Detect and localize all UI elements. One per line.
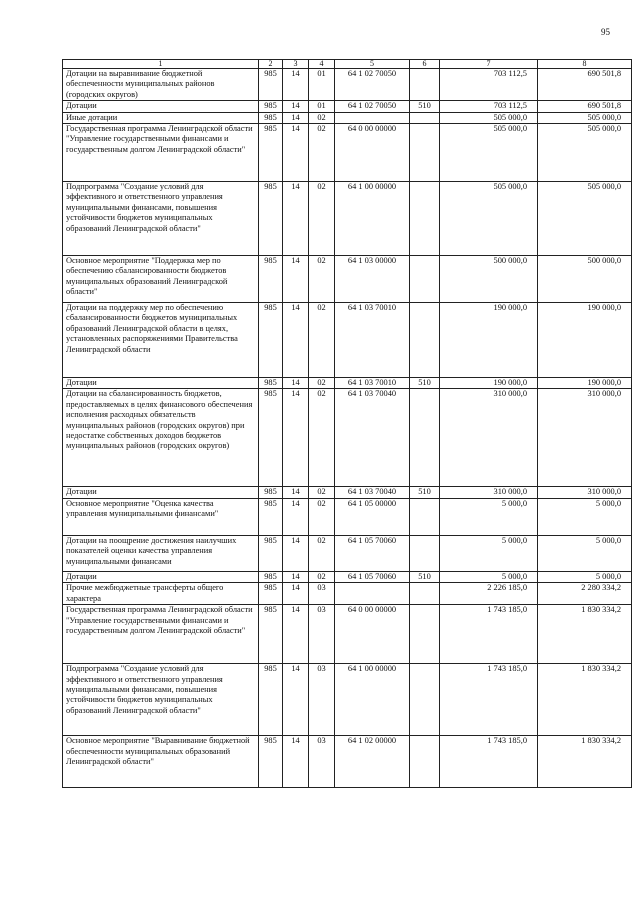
row-ministry-code: 985 bbox=[259, 101, 283, 112]
table-row bbox=[63, 498, 632, 535]
row-target-article: 64 1 02 00000 bbox=[335, 736, 410, 788]
table-row bbox=[63, 256, 632, 303]
row-ministry-code: 985 bbox=[259, 498, 283, 535]
row-amount-2: 505 000,0 bbox=[538, 182, 632, 256]
row-name: Дотации bbox=[63, 487, 259, 498]
row-amount-1: 500 000,0 bbox=[440, 256, 538, 303]
row-amount-1: 1 743 185,0 bbox=[440, 664, 538, 736]
table-row bbox=[63, 303, 632, 378]
row-name: Дотации на поощрение достижения наилучших показателей оценки качества управления муниципальными финансами bbox=[63, 535, 259, 571]
header-col-1: 1 bbox=[63, 60, 259, 69]
row-expense-type bbox=[410, 182, 440, 256]
row-section-code: 14 bbox=[283, 378, 309, 389]
row-amount-2: 505 000,0 bbox=[538, 124, 632, 182]
row-name: Дотации на выравнивание бюджетной обеспеченности муниципальных районов (городских округов) bbox=[63, 69, 259, 101]
row-target-article bbox=[335, 112, 410, 123]
row-expense-type: 510 bbox=[410, 571, 440, 582]
row-expense-type bbox=[410, 303, 440, 378]
header-col-8: 8 bbox=[538, 60, 632, 69]
row-amount-1: 2 226 185,0 bbox=[440, 583, 538, 605]
row-subsection-code: 03 bbox=[309, 605, 335, 664]
row-amount-1: 5 000,0 bbox=[440, 498, 538, 535]
row-section-code: 14 bbox=[283, 303, 309, 378]
row-amount-1: 1 743 185,0 bbox=[440, 736, 538, 788]
row-amount-2: 2 280 334,2 bbox=[538, 583, 632, 605]
row-subsection-code: 02 bbox=[309, 303, 335, 378]
row-ministry-code: 985 bbox=[259, 303, 283, 378]
table-row bbox=[63, 605, 632, 664]
row-amount-1: 5 000,0 bbox=[440, 535, 538, 571]
row-expense-type bbox=[410, 498, 440, 535]
row-expense-type bbox=[410, 124, 440, 182]
row-amount-2: 5 000,0 bbox=[538, 498, 632, 535]
row-subsection-code: 02 bbox=[309, 571, 335, 582]
row-section-code: 14 bbox=[283, 664, 309, 736]
row-name: Основное мероприятие "Поддержка мер по обеспечению сбалансированности бюджетов муниципальных образований Ленинградской области" bbox=[63, 256, 259, 303]
row-ministry-code: 985 bbox=[259, 664, 283, 736]
row-target-article: 64 1 02 70050 bbox=[335, 101, 410, 112]
row-ministry-code: 985 bbox=[259, 571, 283, 582]
row-name: Дотации на поддержку мер по обеспечению сбалансированности бюджетов муниципальных образований Ленинградской области в целях, установленных распоряжениями Правительства Ленинградской области bbox=[63, 303, 259, 378]
header-col-7: 7 bbox=[440, 60, 538, 69]
row-section-code: 14 bbox=[283, 389, 309, 487]
row-amount-2: 1 830 334,2 bbox=[538, 664, 632, 736]
row-name: Подпрограмма "Создание условий для эффективного и ответственного управления муниципальными финансами, повышения устойчивости бюджетов муниципальных образований Ленинградской области" bbox=[63, 182, 259, 256]
row-amount-2: 505 000,0 bbox=[538, 112, 632, 123]
row-ministry-code: 985 bbox=[259, 256, 283, 303]
row-subsection-code: 01 bbox=[309, 69, 335, 101]
row-amount-1: 703 112,5 bbox=[440, 101, 538, 112]
row-subsection-code: 03 bbox=[309, 736, 335, 788]
row-amount-1: 505 000,0 bbox=[440, 182, 538, 256]
row-amount-1: 310 000,0 bbox=[440, 487, 538, 498]
row-amount-2: 310 000,0 bbox=[538, 389, 632, 487]
row-amount-1: 310 000,0 bbox=[440, 389, 538, 487]
row-amount-2: 1 830 334,2 bbox=[538, 736, 632, 788]
row-subsection-code: 03 bbox=[309, 664, 335, 736]
header-col-2: 2 bbox=[259, 60, 283, 69]
row-subsection-code: 02 bbox=[309, 182, 335, 256]
row-target-article: 64 1 03 70040 bbox=[335, 389, 410, 487]
row-section-code: 14 bbox=[283, 182, 309, 256]
row-name: Основное мероприятие "Оценка качества управления муниципальными финансами" bbox=[63, 498, 259, 535]
row-expense-type bbox=[410, 535, 440, 571]
row-subsection-code: 02 bbox=[309, 487, 335, 498]
row-amount-2: 500 000,0 bbox=[538, 256, 632, 303]
row-section-code: 14 bbox=[283, 498, 309, 535]
row-subsection-code: 02 bbox=[309, 112, 335, 123]
row-amount-1: 505 000,0 bbox=[440, 112, 538, 123]
row-ministry-code: 985 bbox=[259, 112, 283, 123]
table-row bbox=[63, 664, 632, 736]
row-expense-type bbox=[410, 69, 440, 101]
row-amount-1: 5 000,0 bbox=[440, 571, 538, 582]
row-name: Дотации bbox=[63, 571, 259, 582]
row-target-article bbox=[335, 583, 410, 605]
table-row bbox=[63, 389, 632, 487]
row-expense-type bbox=[410, 736, 440, 788]
header-col-3: 3 bbox=[283, 60, 309, 69]
row-expense-type bbox=[410, 583, 440, 605]
row-target-article: 64 1 03 00000 bbox=[335, 256, 410, 303]
row-subsection-code: 02 bbox=[309, 498, 335, 535]
row-expense-type bbox=[410, 112, 440, 123]
row-name: Государственная программа Ленинградской области "Управление государственными финансами и государственным долгом Ленинградской области" bbox=[63, 605, 259, 664]
row-subsection-code: 02 bbox=[309, 256, 335, 303]
row-amount-2: 1 830 334,2 bbox=[538, 605, 632, 664]
row-amount-2: 190 000,0 bbox=[538, 378, 632, 389]
table-row bbox=[63, 69, 632, 101]
row-amount-1: 190 000,0 bbox=[440, 378, 538, 389]
row-target-article: 64 0 00 00000 bbox=[335, 124, 410, 182]
row-subsection-code: 02 bbox=[309, 535, 335, 571]
row-target-article: 64 1 05 00000 bbox=[335, 498, 410, 535]
row-amount-2: 690 501,8 bbox=[538, 69, 632, 101]
row-expense-type bbox=[410, 664, 440, 736]
row-section-code: 14 bbox=[283, 605, 309, 664]
table-row bbox=[63, 101, 632, 112]
row-section-code: 14 bbox=[283, 535, 309, 571]
budget-table bbox=[62, 59, 632, 788]
table-row bbox=[63, 583, 632, 605]
row-target-article: 64 1 05 70060 bbox=[335, 535, 410, 571]
row-amount-1: 190 000,0 bbox=[440, 303, 538, 378]
row-amount-1: 505 000,0 bbox=[440, 124, 538, 182]
row-name: Прочие межбюджетные трансферты общего характера bbox=[63, 583, 259, 605]
row-name: Иные дотации bbox=[63, 112, 259, 123]
row-ministry-code: 985 bbox=[259, 182, 283, 256]
row-amount-2: 310 000,0 bbox=[538, 487, 632, 498]
row-amount-2: 5 000,0 bbox=[538, 571, 632, 582]
table-row bbox=[63, 736, 632, 788]
row-target-article: 64 1 03 70040 bbox=[335, 487, 410, 498]
row-subsection-code: 02 bbox=[309, 124, 335, 182]
row-subsection-code: 03 bbox=[309, 583, 335, 605]
row-subsection-code: 02 bbox=[309, 389, 335, 487]
row-name: Дотации на сбалансированность бюджетов, предоставляемых в целях финансового обеспечения исполнения расходных обязательств муниципальных районов (городских округов) при недостатке собственных доходов бюджетов муниципальных районов (городских округов) bbox=[63, 389, 259, 487]
table-row bbox=[63, 487, 632, 498]
table-row bbox=[63, 112, 632, 123]
table-row bbox=[63, 378, 632, 389]
row-ministry-code: 985 bbox=[259, 389, 283, 487]
row-subsection-code: 01 bbox=[309, 101, 335, 112]
row-section-code: 14 bbox=[283, 487, 309, 498]
row-amount-2: 190 000,0 bbox=[538, 303, 632, 378]
row-amount-1: 1 743 185,0 bbox=[440, 605, 538, 664]
row-expense-type: 510 bbox=[410, 378, 440, 389]
page-number: 95 bbox=[601, 27, 610, 37]
row-section-code: 14 bbox=[283, 736, 309, 788]
row-amount-2: 690 501,8 bbox=[538, 101, 632, 112]
row-section-code: 14 bbox=[283, 101, 309, 112]
row-section-code: 14 bbox=[283, 571, 309, 582]
row-target-article: 64 1 03 70010 bbox=[335, 303, 410, 378]
row-target-article: 64 1 03 70010 bbox=[335, 378, 410, 389]
row-target-article: 64 1 05 70060 bbox=[335, 571, 410, 582]
row-section-code: 14 bbox=[283, 69, 309, 101]
row-section-code: 14 bbox=[283, 124, 309, 182]
row-target-article: 64 0 00 00000 bbox=[335, 605, 410, 664]
table-row bbox=[63, 124, 632, 182]
row-expense-type: 510 bbox=[410, 487, 440, 498]
row-subsection-code: 02 bbox=[309, 378, 335, 389]
row-amount-2: 5 000,0 bbox=[538, 535, 632, 571]
header-row bbox=[63, 60, 632, 69]
row-name: Дотации bbox=[63, 378, 259, 389]
row-expense-type bbox=[410, 256, 440, 303]
header-col-5: 5 bbox=[335, 60, 410, 69]
row-section-code: 14 bbox=[283, 583, 309, 605]
row-ministry-code: 985 bbox=[259, 605, 283, 664]
table-row bbox=[63, 571, 632, 582]
row-ministry-code: 985 bbox=[259, 736, 283, 788]
row-name: Основное мероприятие "Выравнивание бюджетной обеспеченности муниципальных образований Ленинградской области" bbox=[63, 736, 259, 788]
row-ministry-code: 985 bbox=[259, 124, 283, 182]
row-ministry-code: 985 bbox=[259, 69, 283, 101]
row-expense-type: 510 bbox=[410, 101, 440, 112]
header-col-4: 4 bbox=[309, 60, 335, 69]
row-target-article: 64 1 00 00000 bbox=[335, 182, 410, 256]
table-row bbox=[63, 535, 632, 571]
row-expense-type bbox=[410, 389, 440, 487]
row-ministry-code: 985 bbox=[259, 535, 283, 571]
row-amount-1: 703 112,5 bbox=[440, 69, 538, 101]
header-col-6: 6 bbox=[410, 60, 440, 69]
row-expense-type bbox=[410, 605, 440, 664]
row-name: Государственная программа Ленинградской области "Управление государственными финансами и государственным долгом Ленинградской области" bbox=[63, 124, 259, 182]
table-row bbox=[63, 182, 632, 256]
row-section-code: 14 bbox=[283, 112, 309, 123]
row-section-code: 14 bbox=[283, 256, 309, 303]
row-target-article: 64 1 02 70050 bbox=[335, 69, 410, 101]
row-ministry-code: 985 bbox=[259, 583, 283, 605]
row-ministry-code: 985 bbox=[259, 378, 283, 389]
row-target-article: 64 1 00 00000 bbox=[335, 664, 410, 736]
row-ministry-code: 985 bbox=[259, 487, 283, 498]
row-name: Дотации bbox=[63, 101, 259, 112]
row-name: Подпрограмма "Создание условий для эффективного и ответственного управления муниципальными финансами, повышения устойчивости бюджетов муниципальных образований Ленинградской области" bbox=[63, 664, 259, 736]
